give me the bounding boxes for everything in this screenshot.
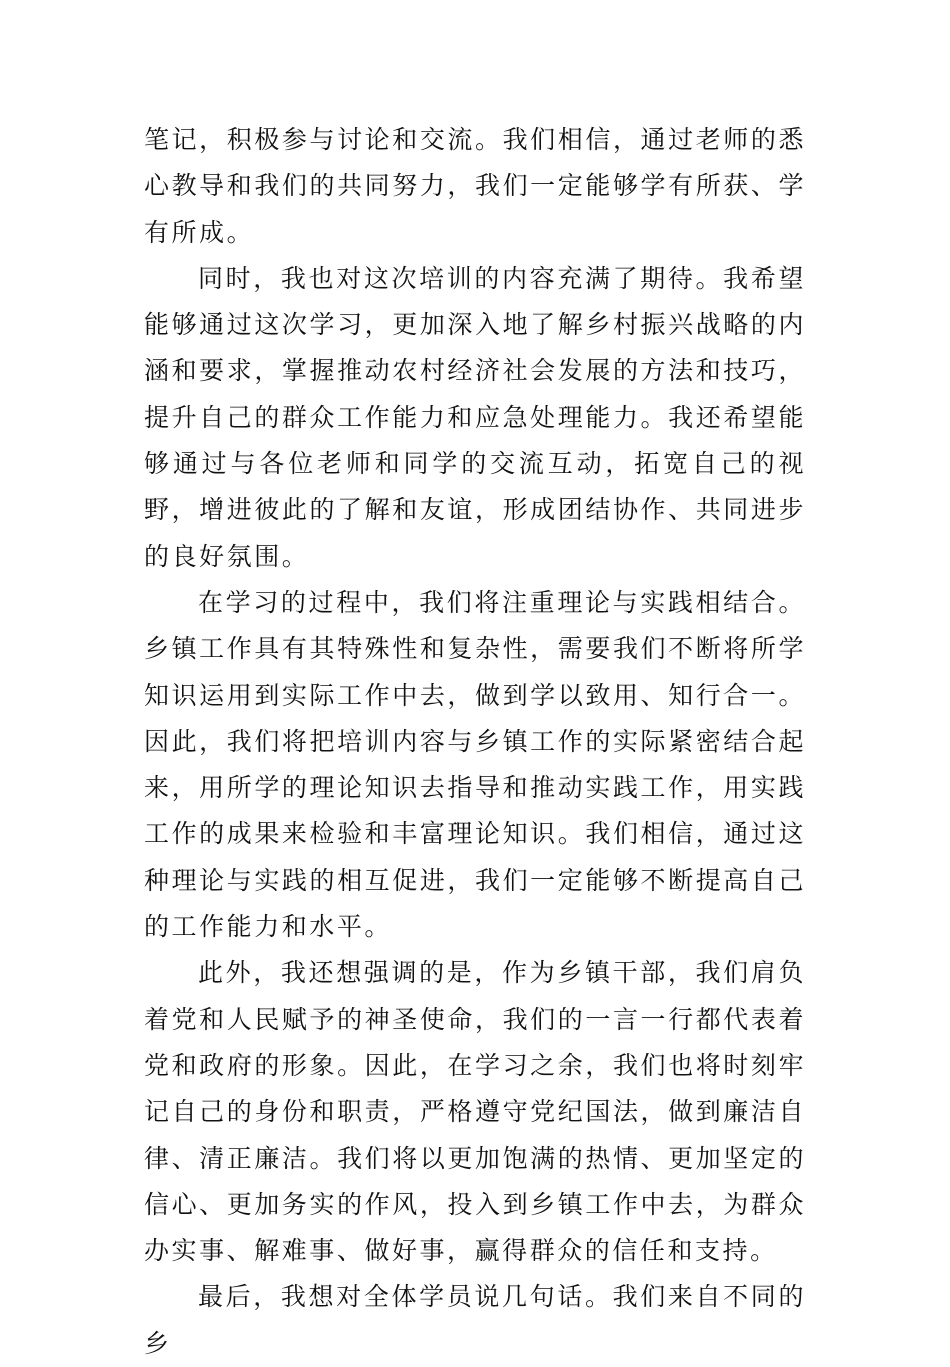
paragraph-3: 在学习的过程中，我们将注重理论与实践相结合。乡镇工作具有其特殊性和复杂性，需要我们不断将所学知识运用到实际工作中去，做到学以致用、知行合一。因此，我们将把培训内容与乡镇工作的实际紧密结合起来，用所学的理论知识去指导和推动实践工作，用实践工作的成果来检验和丰富理论知识。我们相信，通过这种理论与实践的相互促进，我们一定能够不断提高自己的工作能力和水平。 <box>144 587 806 942</box>
paragraph-5: 最后，我想对全体学员说几句话。我们来自不同的乡 <box>144 1282 806 1358</box>
paragraph-4: 此外，我还想强调的是，作为乡镇干部，我们肩负着党和人民赋予的神圣使命，我们的一言一行都代表着党和政府的形象。因此，在学习之余，我们也将时刻牢记自己的身份和职责，严格遵守党纪国法，做到廉洁自律、清正廉洁。我们将以更加饱满的热情、更加坚定的信心、更加务实的作风，投入到乡镇工作中去，为群众办实事、解难事、做好事，赢得群众的信任和支持。 <box>144 958 806 1266</box>
document-body <box>144 117 806 1367</box>
paragraph-2: 同时，我也对这次培训的内容充满了期待。我希望能够通过这次学习，更加深入地了解乡村振兴战略的内涵和要求，掌握推动农村经济社会发展的方法和技巧，提升自己的群众工作能力和应急处理能力。我还希望能够通过与各位老师和同学的交流互动，拓宽自己的视野，增进彼此的了解和友谊，形成团结协作、共同进步的良好氛围。 <box>144 263 806 571</box>
paragraph-1: 笔记，积极参与讨论和交流。我们相信，通过老师的悉心教导和我们的共同努力，我们一定能够学有所获、学有所成。 <box>144 125 806 247</box>
